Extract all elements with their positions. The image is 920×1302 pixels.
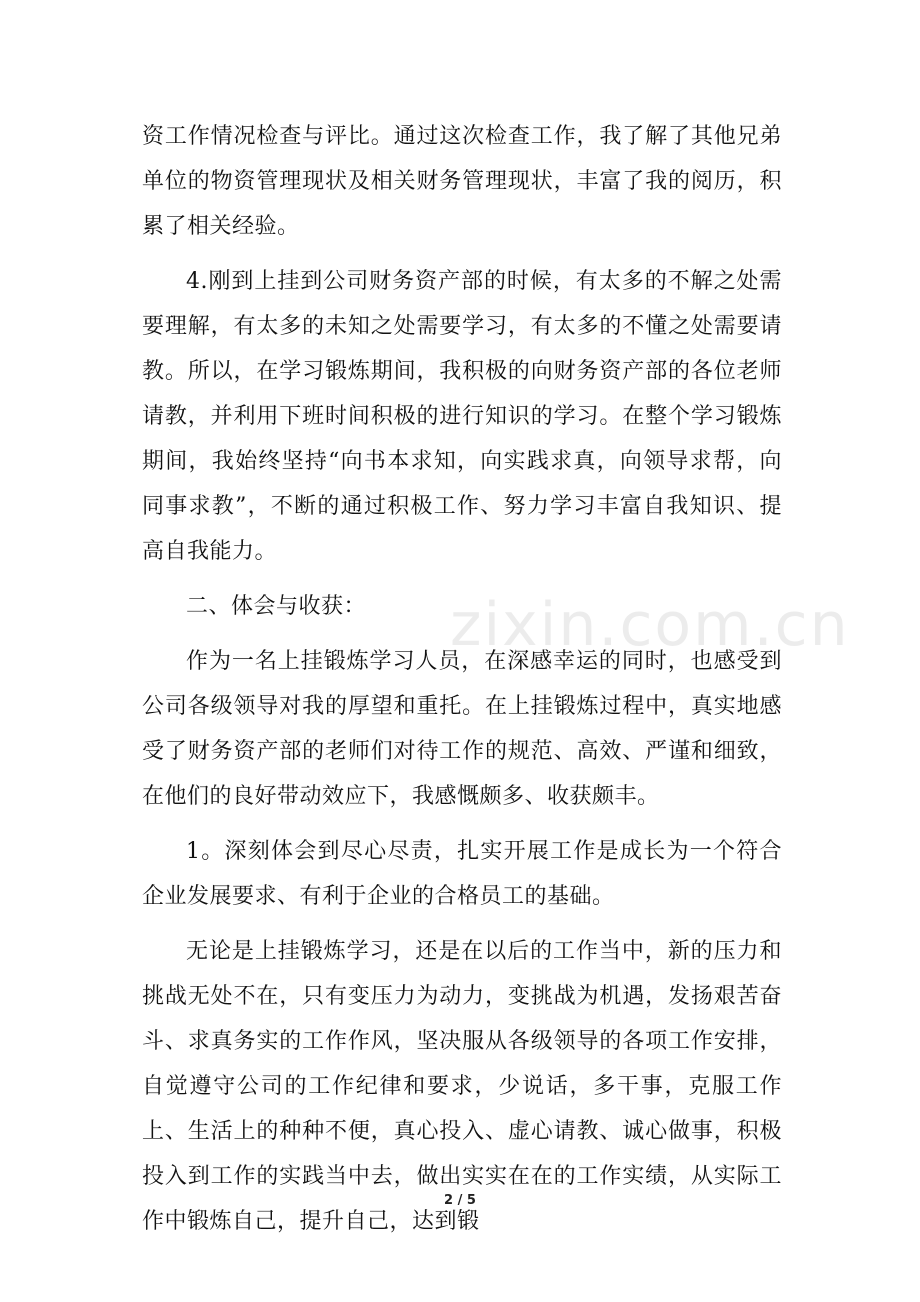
paragraph-5: 无论是上挂锻炼学习，还是在以后的工作当中，新的压力和挑战无处不在，只有变压力为动力，变挑战为机遇，发扬艰苦奋斗、求真务实的工作作风，坚决服从各级领导的各项工作安排，自觉遵守公司的工作纪律和要求，少说话，多干事，克服工作上、生活上的种种不便，真心投入、虚心请教、诚心做事，积极投入到工作的实践当中去，做出实实在在的工作实绩，从实际工作中锻炼自己，提升自己，达到锻 (142, 939, 782, 1234)
watermark: zixin.com.cn (450, 590, 850, 660)
page-number: 2 / 5 (444, 1193, 476, 1208)
paragraph-1: 资工作情况检查与评比。通过这次检查工作，我了解了其他兄弟单位的物资管理现状及相关财务管理现状，丰富了我的阅历，积累了相关经验。 (142, 124, 782, 239)
paragraph-2: 4.刚到上挂到公司财务资产部的时候，有太多的不解之处需要理解，有太多的未知之处需要学习，有太多的不懂之处需要请教。所以，在学习锻炼期间，我积极的向财务资产部的各位老师请教，并利用下班时间积极的进行知识的学习。在整个学习锻炼期间，我始终坚持“向书本求知，向实践求真，向领导求帮，向同事求教”，不断的通过积极工作、努力学习丰富自我知识、提高自我能力。 (142, 269, 782, 564)
document-body (142, 114, 782, 1254)
paragraph-3: 作为一名上挂锻炼学习人员，在深感幸运的同时，也感受到公司各级领导对我的厚望和重托。在上挂锻炼过程中，真实地感受了财务资产部的老师们对待工作的规范、高效、严谨和细致，在他们的良好带动效应下，我感慨颇多、收获颇丰。 (142, 649, 782, 809)
section-heading: 二、体会与收获： (186, 594, 367, 619)
paragraph-4: 1。深刻体会到尽心尽责，扎实开展工作是成长为一个符合企业发展要求、有利于企业的合格员工的基础。 (142, 839, 782, 909)
